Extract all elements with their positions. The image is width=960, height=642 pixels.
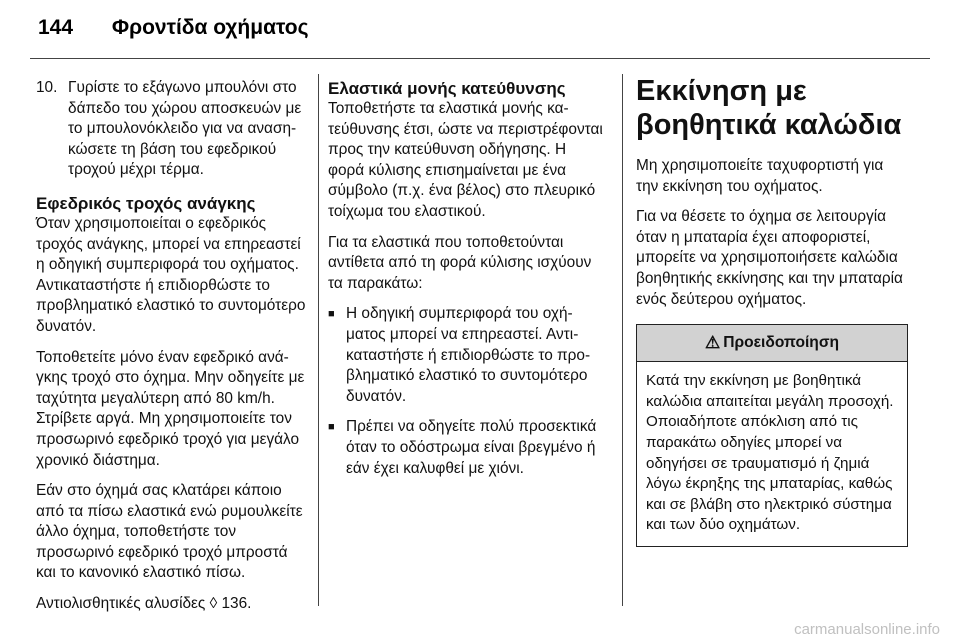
jump-start-para-1: Μη χρησιμοποιείτε ταχυφορτιστή για την εκκίνηση του οχήματος.: [636, 157, 884, 195]
bullet-icon: ■: [328, 421, 335, 434]
column-2: [328, 78, 606, 489]
directional-tyres-para-2: Για τα ελαστικά που τοποθετούνται αντίθετα από τη φορά κύλισης ισχύουν τα παρακάτω:: [328, 233, 592, 292]
spare-wheel-para-2: Τοποθετείτε μόνο έναν εφεδρικό ανάγκης τροχό στο όχημα. Μην οδηγείτε με ταχύτητα μεγαλύτερη από 80 km/h. Στρίβετε αργά. Μη χρησιμοποιείτε τον προσωρινό εφεδρικό τροχό για μεγάλο χρονικό διάστημα.: [36, 348, 305, 469]
directional-tyres-list: [328, 304, 606, 479]
spare-wheel-para-3: Εάν στο όχημά σας κλατάρει κάποιο από τα πίσω ελαστικά ενώ ρυμουλκείτε άλλο όχημα, τοποθετήστε τον προσωρινό εφεδρικό τροχό μπροστά και το κανονικό ελαστικό πίσω.: [36, 482, 303, 582]
list-item: [328, 417, 606, 479]
section-title: Φροντίδα οχήματος: [111, 16, 309, 39]
snow-chains-reference: Αντιολισθητικές αλυσίδες ◊ 136.: [36, 595, 252, 613]
page-header: [38, 16, 309, 40]
watermark: carmanualsonline.info: [794, 621, 940, 638]
list-item-text: Πρέπει να οδηγείτε πολύ προσεκτικά όταν το οδόστρωμα είναι βρεγμένο ή εάν έχει καλυφθεί με χιόνι.: [346, 418, 597, 477]
list-item-text: Η οδηγική συμπεριφορά του οχήματος μπορεί να επηρεαστεί. Αντικαταστήστε ή επιδιορθώστε το προβληματικό ελαστικό το συντομότερο δυνατόν.: [346, 305, 591, 405]
warning-title: Προειδοποίηση: [723, 333, 840, 351]
header-divider: [30, 58, 930, 59]
step-10: [36, 78, 306, 181]
column-divider-2: [622, 74, 623, 606]
column-divider-1: [318, 74, 319, 606]
jump-start-heading: Εκκίνηση με βοηθητικά καλώδια: [636, 75, 902, 141]
column-3: [636, 74, 908, 547]
bullet-icon: ■: [328, 308, 335, 321]
step-text: Γυρίστε το εξάγωνο μπουλόνι στο δάπεδο του χώρου αποσκευών με το μπουλονόκλειδο για να ανασηκώσετε τη βάση του εφεδρικού τροχού μέχρι τέρμα.: [68, 79, 302, 179]
directional-tyres-heading: Ελαστικά μονής κατεύθυνσης: [328, 79, 566, 98]
column-1: [36, 78, 306, 625]
warning-header: [637, 325, 907, 362]
spare-wheel-para-1: Όταν χρησιμοποιείται ο εφεδρικός τροχός ανάγκης, μπορεί να επηρεαστεί η οδηγική συμπεριφορά του οχήματος. Αντικαταστήστε ή επιδιορθώστε το προβληματικό ελαστικό το συντομότερο δυνατόν.: [36, 214, 306, 335]
warning-triangle-icon: ⚠: [704, 332, 721, 352]
directional-tyres-para-1: Τοποθετήστε τα ελαστικά μονής κατεύθυνσης έτσι, ώστε να περιστρέφονται προς την κατεύθυνση οδήγησης. Η φορά κύλισης επισημαίνεται με ένα σύμβολο (π.χ. ένα βέλος) στο πλευρικό τοίχωμα του ελαστικού.: [328, 100, 603, 220]
warning-box: [636, 324, 908, 547]
warning-text: Κατά την εκκίνηση με βοηθητικά καλώδια απαιτείται μεγάλη προσοχή. Οποιαδήποτε απόκλιση από τις παρακάτω οδηγίες μπορεί να οδηγήσει σε τραυματισμό ή ζημιά λόγω έκρηξης της μπαταρίας, καθώς και σε βλάβη στο ηλεκτρικό σύστημα και των δύο οχημάτων.: [646, 372, 894, 534]
step-number: 10.: [36, 79, 58, 96]
list-item: [328, 304, 606, 407]
jump-start-para-2: Για να θέσετε το όχημα σε λειτουργία όταν η μπαταρία έχει αποφοριστεί, μπορείτε να χρησιμοποιήσετε καλώδια βοηθητικής εκκίνησης και την μπαταρία ενός δεύτερου οχήματος.: [636, 208, 903, 308]
page-number: 144: [38, 16, 74, 39]
spare-wheel-heading: Εφεδρικός τροχός ανάγκης: [36, 193, 256, 213]
